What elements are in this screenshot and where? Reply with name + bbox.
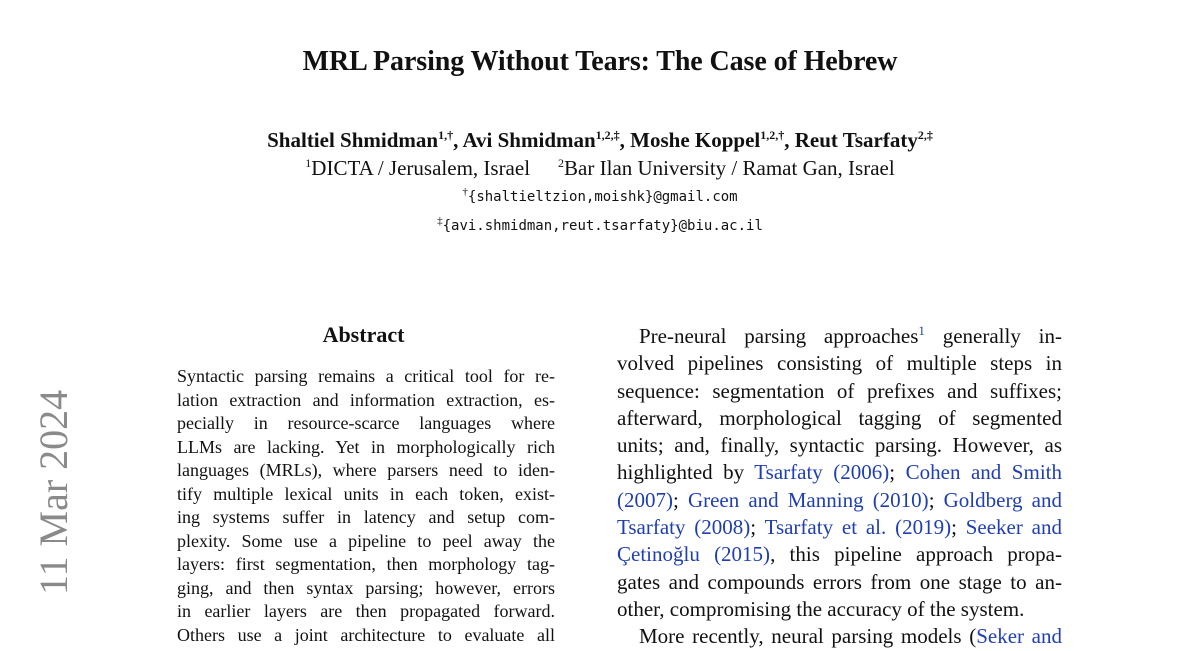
arxiv-date-stamp: 11 Mar 2024 xyxy=(31,389,76,595)
abstract-line: layers: first segmentation, then morphology tag- xyxy=(177,554,555,574)
author-list: Shaltiel Shmidman$^{1,\dagger}$, Avi Shmidman$^{1,2,\ddagger}$, Moshe Koppel$^{1,2,\dagger}$, Reut Tsarfaty$^{2,\ddagger}$ xyxy=(267,128,933,152)
paragraph-line: Çetinoğlu (2015), this pipeline approach propa- xyxy=(617,542,1062,567)
citation-link[interactable]: Cohen and Smith xyxy=(905,460,1062,485)
affiliation-mark: 2 xyxy=(558,156,565,170)
affiliation-mark: 1 xyxy=(305,156,312,170)
paragraph-line: Tsarfaty (2008); Tsarfaty et al. (2019); Seeker and xyxy=(617,515,1062,540)
citation-link[interactable]: (2007) xyxy=(617,487,673,512)
email-line xyxy=(0,186,1200,205)
citation-link[interactable]: Tsarfaty (2008) xyxy=(617,515,751,540)
paragraph-line: Pre-neural parsing approaches$^1$ generally in- xyxy=(639,323,1062,348)
footnote-link[interactable]: 1 xyxy=(918,323,925,338)
author-marks: 1,2,‡ xyxy=(595,128,620,142)
abstract-line: plexity. Some use a pipeline to peel away the xyxy=(177,530,555,551)
paragraph-line: other, compromising the accuracy of the system. xyxy=(617,596,1025,621)
citation-link[interactable]: Çetinoğlu (2015) xyxy=(617,542,771,567)
abstract-heading: Abstract xyxy=(322,322,405,347)
paragraph-line: afterward, morphological tagging of segmented xyxy=(617,405,1062,430)
abstract-line: Syntactic parsing remains a critical tool for re- xyxy=(177,366,555,386)
author-marks: 1,† xyxy=(438,128,454,142)
author-name: Moshe Koppel xyxy=(630,128,761,152)
abstract-line: ging, and then syntax parsing; however, errors xyxy=(177,577,555,598)
author-marks: 2,‡ xyxy=(917,128,933,142)
citation-link[interactable]: Seker and xyxy=(976,624,1062,649)
abstract-line: LLMs are lacking. Yet in morphologically rich xyxy=(177,436,555,457)
abstract-line: tify multiple lexical units in each token, exist- xyxy=(177,483,555,504)
citation-link[interactable]: Tsarfaty et al. (2019) xyxy=(764,515,952,540)
email-address: {shaltieltzion,moishk}@gmail.com xyxy=(467,189,738,205)
affiliation-text: DICTA / Jerusalem, Israel xyxy=(311,156,531,180)
citation-link[interactable]: Green and Manning (2010) xyxy=(687,487,929,512)
paragraph-line: highlighted by Tsarfaty (2006); Cohen and Smith xyxy=(617,460,1062,485)
abstract-line: ing systems suffer in latency and setup com- xyxy=(177,507,555,527)
author-name: Avi Shmidman xyxy=(462,128,596,152)
affiliation-text: Bar Ilan University / Ramat Gan, Israel xyxy=(564,156,895,180)
paragraph-line: sequence: segmentation of prefixes and suffixes; xyxy=(617,378,1062,403)
author-name: Shaltiel Shmidman xyxy=(267,128,439,152)
affiliation-list xyxy=(0,156,1200,181)
author-marks: 1,2,† xyxy=(760,128,785,142)
abstract-text xyxy=(177,365,555,647)
paragraph-line: units; and, finally, syntactic parsing. However, as xyxy=(617,433,1062,458)
abstract-line: pecially in resource-scarce languages where xyxy=(177,413,555,433)
abstract-line: in earlier layers are then propagated forward. xyxy=(177,601,555,621)
citation-link[interactable]: Goldberg and xyxy=(943,487,1062,512)
citation-link[interactable]: Seeker and xyxy=(965,515,1062,540)
paragraph-line: volved pipelines consisting of multiple steps in xyxy=(617,351,1062,376)
paragraph-line: (2007); Green and Manning (2010); Goldberg and xyxy=(617,487,1062,512)
author-name: Reut Tsarfaty xyxy=(794,128,918,152)
abstract-line: languages (MRLs), where parsers need to iden- xyxy=(177,460,555,480)
citation-link[interactable]: Tsarfaty (2006) xyxy=(754,460,890,485)
email-mark: † xyxy=(462,186,468,198)
email-mark: ‡ xyxy=(437,215,443,227)
abstract-line: lation extraction and information extraction, es- xyxy=(177,389,555,410)
abstract-line: Others use a joint architecture to evaluate all xyxy=(177,624,555,645)
email-line xyxy=(0,215,1200,234)
introduction-text xyxy=(617,323,1062,651)
paper-title: MRL Parsing Without Tears: The Case of Hebrew xyxy=(302,46,898,77)
paragraph-line: gates and compounds errors from one stage to an- xyxy=(617,569,1062,594)
email-address: {avi.shmidman,reut.tsarfaty}@biu.ac.il xyxy=(442,218,763,234)
paragraph-line: More recently, neural parsing models (Seker and xyxy=(639,624,1062,649)
